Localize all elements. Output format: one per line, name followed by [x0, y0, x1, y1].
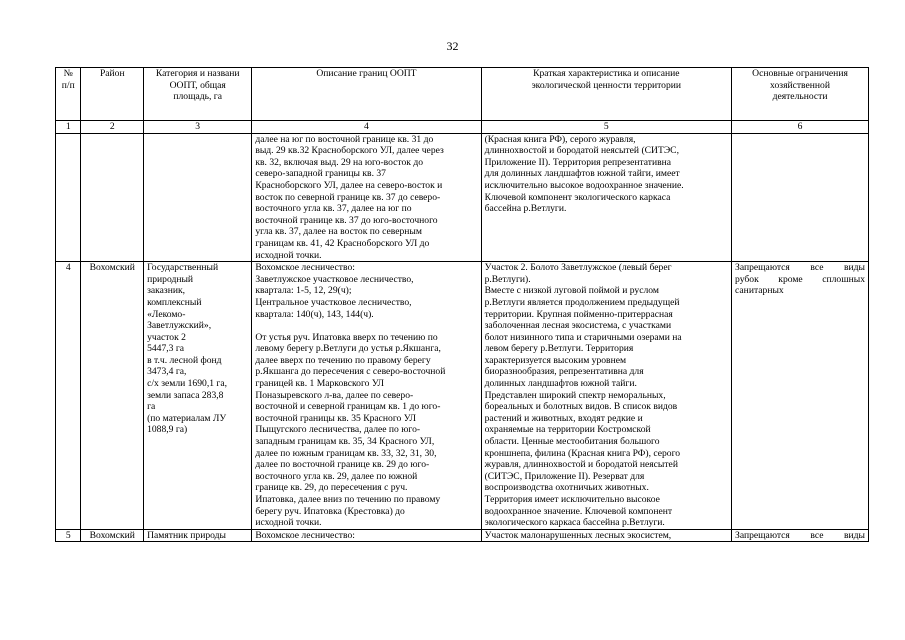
borders-text-line: Пыщугского лесничества, далее по юго-: [255, 424, 421, 436]
category-text-line: заказник,: [147, 285, 186, 297]
category-text-line: «Лекомо-: [147, 308, 186, 320]
borders-text-line: Вохомское лесничество:: [255, 529, 355, 541]
description-text-line: кроншнепа, филина (Красная книга РФ), серого: [484, 447, 681, 459]
borders-text-line: Заветлужское участковое лесничество,: [255, 273, 414, 285]
category-text-cell: [144, 529, 252, 542]
description-text-line: Участок малонарушенных лесных экосистем,: [484, 529, 672, 541]
borders-text-line: границам кв. 41, 42 Красноборского УЛ до: [255, 237, 430, 249]
category-text-line: 3473,4 га,: [147, 366, 187, 378]
description-text-cell: [481, 529, 731, 542]
protected-areas-table: [55, 67, 869, 542]
borders-text-line: западным границам кв. 35, 34 Красного УЛ,: [255, 436, 435, 448]
restrictions-text-line: Запрещаются все виды: [735, 262, 865, 274]
description-text-line: (СИТЭС, Приложение II). Резерват для: [484, 470, 645, 482]
borders-text-line: квартала: 140(ч), 143, 144(ч).: [255, 308, 374, 320]
borders-text-line: восточной границы кв. 35 Красного УЛ: [255, 412, 416, 424]
description-text-line: для долинных ландшафтов южной тайги, имеет: [484, 168, 680, 180]
description-text-line: долинных ландшафтов южной тайги.: [484, 378, 637, 390]
restrictions-text-cell: [732, 262, 869, 530]
borders-text-line: Красноборского УЛ, далее на северо-восток и: [255, 179, 443, 191]
description-text-line: растений и животных, входят редкие и: [484, 412, 643, 424]
category-text-line: земли запаса 283,8: [147, 389, 224, 401]
category-text-cell: [144, 133, 252, 262]
borders-text-line: Ипатовка, далее вниз по течению по правому: [255, 494, 441, 505]
category-text-line: Заветлужский»,: [147, 320, 212, 332]
description-text-line: воспроизводства охотничьих животных.: [484, 482, 649, 494]
borders-text-line: восточной границе кв. 37 до юго-восточного: [255, 214, 438, 226]
borders-text-cell: [252, 133, 481, 262]
district-name: Вохомский: [89, 262, 135, 274]
district-name-cell: [81, 262, 144, 530]
description-text-line: Вместе с низкой луговой поймой и руслом: [484, 285, 659, 297]
description-text-line: биоразнообразия, репрезентативна для: [484, 366, 644, 378]
description-text-line: Приложение II). Территория репрезентативна: [484, 156, 672, 168]
borders-text-line: границей кв. 1 Марковского УЛ: [255, 378, 385, 390]
category-text-line: (по материалам ЛУ: [147, 412, 227, 424]
borders-text-cell: [252, 262, 481, 530]
district-name-cell: [81, 529, 144, 542]
borders-text-line: р.Якшанга до пересечения с северо-восточной: [255, 366, 446, 378]
borders-text-line: восточной и северной границам кв. 1 до юго-: [255, 401, 441, 413]
borders-text-line: северо-западной границы кв. 37: [255, 168, 386, 180]
category-text-line: в т.ч. лесной фонд: [147, 354, 222, 366]
borders-text-line: выд. 29 кв.32 Красноборского УЛ, далее через: [255, 145, 444, 157]
category-text-line: 1088,9 га): [147, 424, 188, 436]
category-text-line: участок 2: [147, 331, 186, 343]
category-text-cell: [144, 262, 252, 530]
row-number-cell: [56, 262, 81, 530]
borders-text-line: берегу руч. Ипатовка (Крестовка) до: [255, 505, 405, 517]
description-text-line: охраняемые на территории Костромской: [484, 424, 651, 436]
column-number: 2: [81, 121, 144, 134]
borders-text-line: исходной точки.: [255, 517, 322, 529]
column-number: 6: [732, 121, 869, 134]
borders-text-line: угла кв. 37, далее на восток по северным: [255, 226, 422, 238]
restrictions-text-cell: [732, 133, 869, 262]
borders-text-line: кв. 32, включая выд. 29 на юго-восток до: [255, 156, 424, 168]
borders-text-line: От устья руч. Ипатовка вверх по течению по: [255, 331, 438, 343]
category-text-line: га: [147, 401, 156, 413]
description-text-line: территории. Крупная пойменно-притеррасная: [484, 308, 673, 320]
borders-text-line: восточного угла кв. 37, далее на юг по: [255, 203, 412, 215]
column-number: 3: [144, 121, 252, 134]
restrictions-text-line: рубок кроме сплошных: [735, 273, 865, 285]
borders-text-line: левому берегу р.Ветлуги до устья р.Якшанга,: [255, 343, 441, 355]
district-name: Вохомский: [89, 529, 135, 541]
page-number: 32: [446, 39, 459, 53]
description-text-line: водоохранное значение. Ключевой компонент: [484, 505, 673, 517]
description-text-line: Ключевой компонент экологического каркаса: [484, 191, 671, 203]
description-text-line: журавля, длиннохвостой и бородатой неясытей: [484, 459, 678, 471]
borders-text-line: Центральное участковое лесничество,: [255, 296, 412, 308]
row-number: 5: [65, 529, 71, 541]
description-text-line: заболоченная лесная экосистема, с участками: [484, 320, 672, 332]
borders-text-line: границе кв. 29, до пересечения с руч.: [255, 482, 408, 494]
row-number-cell: [56, 133, 81, 262]
description-text-line: (Красная книга РФ), серого журавля,: [484, 133, 636, 145]
description-text-line: экологического каркаса бассейна р.Ветлуги.: [484, 517, 665, 529]
header-number: № п/п: [56, 68, 81, 121]
header-category: Категория и названи ООПТ, общая площадь, га: [144, 68, 252, 121]
description-text-line: бассейна р.Ветлуги.: [484, 203, 567, 215]
borders-text-line: Вохомское лесничество:: [255, 262, 355, 274]
description-text-line: характеризуется высоким уровнем: [484, 354, 627, 366]
borders-text-line: далее по восточной границе кв. 29 до юго-: [255, 459, 430, 471]
borders-text-cell: [252, 529, 481, 542]
restrictions-text-cell: [732, 529, 869, 542]
category-text-line: природный: [147, 273, 194, 285]
district-name-cell: [81, 133, 144, 262]
description-text-cell: [481, 133, 731, 262]
column-number: 5: [481, 121, 731, 134]
category-text-line: Государственный: [147, 262, 219, 274]
restrictions-text-line: санитарных: [735, 285, 784, 297]
category-text-line: с/х земли 1690,1 га,: [147, 378, 228, 390]
borders-text-line: далее на юг по восточной границе кв. 31 до: [255, 133, 434, 145]
description-text-line: Участок 2. Болото Заветлужское (левый берег: [484, 262, 672, 274]
description-text-line: р.Ветлуги).: [484, 273, 531, 285]
description-text-line: болот низинного типа и старичными озерами на: [484, 331, 682, 343]
column-number-row: [56, 121, 869, 134]
borders-text-line: квартала: 1-5, 12, 29(ч);: [255, 285, 352, 297]
description-text-line: Представлен широкий спектр неморальных,: [484, 389, 666, 401]
header-row: [56, 68, 869, 121]
description-text-line: длиннохвостой и бородатой неясытей (СИТЭС,: [484, 145, 679, 157]
restrictions-text-line: Запрещаются все виды: [735, 529, 865, 541]
row-number: 4: [65, 262, 71, 274]
table-row: [56, 529, 869, 542]
borders-text-line: [255, 320, 477, 332]
category-text-line: 5447,3 га: [147, 343, 185, 355]
category-text-line: Памятник природы: [147, 529, 226, 541]
borders-text-line: восточного угла кв. 29, далее по южной: [255, 470, 418, 482]
table-row: [56, 133, 869, 262]
borders-text-line: исходной точки.: [255, 249, 322, 261]
table-row: [56, 262, 869, 530]
borders-text-line: далее по южным границам кв. 33, 32, 31, 30,: [255, 447, 437, 459]
row-number-cell: [56, 529, 81, 542]
description-text-line: области. Ценные местообитания большого: [484, 436, 660, 448]
column-number: 4: [252, 121, 481, 134]
description-text-line: левом берегу р.Ветлуги. Территория: [484, 343, 634, 355]
borders-text-line: восток по северной границе кв. 37 до северо-: [255, 191, 441, 203]
description-text-line: Территория имеет исключительно высокое: [484, 494, 660, 505]
description-text-line: исключительно высокое водоохранное значение.: [484, 179, 684, 191]
header-description: Краткая характеристика и описание экологической ценности территории: [481, 68, 731, 121]
description-text-line: р.Ветлуги является продолжением предыдущей: [484, 296, 680, 308]
header-restrictions: Основные ограничения хозяйственной деятельности: [732, 68, 869, 121]
header-district: Район: [81, 68, 144, 121]
header-borders: Описание границ ООПТ: [252, 68, 481, 121]
description-text-cell: [481, 262, 731, 530]
category-text-line: комплексный: [147, 296, 202, 308]
borders-text-line: Поназыревского л-ва, далее по северо-: [255, 389, 414, 401]
description-text-line: бореальных и болотных видов. В список видов: [484, 401, 678, 413]
column-number: 1: [56, 121, 81, 134]
borders-text-line: далее вверх по течению по правому берегу: [255, 354, 431, 366]
